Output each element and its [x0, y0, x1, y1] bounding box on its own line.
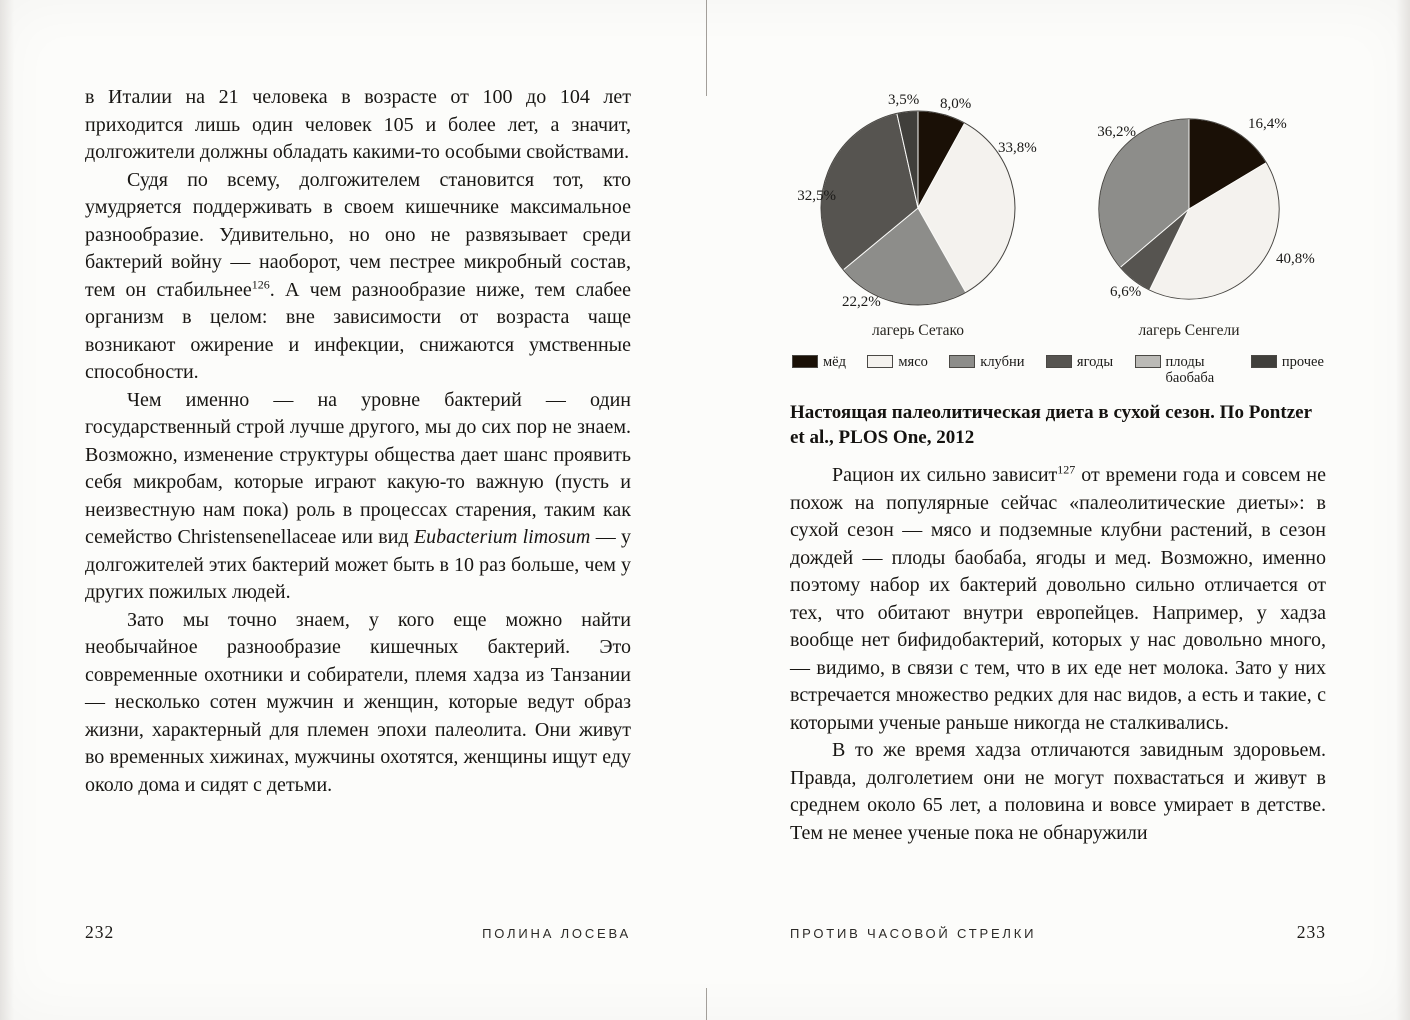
text-run: Зато мы точно знаем, у кого еще можно найти необычайное разнообразие кишечных бактерий. Это современные охотники и собиратели, племя хадза из Танзании — несколько сотен мужчин и женщин, которые ведут образ жизни, характерный для племен эпохи палеолита. Они живут во временных хижинах, мужчины охотятся, женщины ищут еду около дома и сидят с детьми. [85, 608, 631, 796]
pie-title-sengeli: лагерь Сенгели [1138, 322, 1240, 339]
left-page-text [85, 84, 631, 799]
pie-svg [1096, 116, 1282, 302]
paragraph [790, 737, 1326, 847]
running-title-left: ПОЛИНА ЛОСЕВА [482, 926, 631, 941]
pie-label-sengeli-med: 16,4% [1248, 116, 1287, 132]
legend-swatch [1251, 355, 1277, 368]
legend-item [792, 354, 846, 370]
legend-swatch [1135, 355, 1161, 368]
pie-chart-setako [818, 108, 1018, 308]
text-run: Eubacterium limosum [413, 526, 591, 548]
page-number-left: 232 [85, 922, 115, 942]
page-edge-left [0, 0, 14, 1020]
pie-label-sengeli-myaso: 40,8% [1276, 251, 1315, 267]
page-edge-right [1396, 0, 1410, 1020]
text-run: от времени года и совсем не похож на популярные сейчас «палеолитические диеты»: в сухой сезон — мясо и подземные клубни растений, в сезон дождей — плоды баобаба, ягоды и мед. Возможно, именно поэтому набор их бактерий довольно сильно отличается от тех, что обитают внутри европейцев. Например, у хадза вообще нет бифидобактерий, которых у нас довольно много, — видимо, в связи с тем, что в их еде нет молока. Зато у них встречается множество редких для нас видов, а есть и такие, с которыми ученые раньше никогда не сталкивались. [790, 464, 1326, 734]
figure-pie-charts [790, 88, 1326, 348]
legend-item [1046, 354, 1113, 370]
figure-caption [790, 400, 1326, 450]
legend-swatch [792, 355, 818, 368]
paragraph [85, 607, 631, 800]
pie-label-setako-prochee: 3,5% [888, 92, 920, 108]
pie-label-sengeli-klubni: 36,2% [1097, 124, 1136, 140]
legend-label: мясо [898, 354, 928, 370]
right-page-text [790, 462, 1326, 847]
text-run: Настоящая палеолитическая диета в сухой сезон. По Pontzer et al., PLOS One, 2012 [790, 402, 1312, 448]
page-number-right: 233 [1296, 922, 1326, 942]
footnote-marker: 127 [1057, 462, 1076, 477]
text-run: . А чем разнообразие ниже, тем слабее организм в целом: вне зависимости от возраста чаще возникают ожирение и инфекции, снижаются умственные способности. [85, 278, 632, 383]
gutter-line-bottom [706, 988, 707, 1020]
pie-label-sengeli-yagody: 6,6% [1110, 284, 1142, 300]
pie-title-setako: лагерь Сетако [871, 322, 965, 339]
legend-item [867, 354, 928, 370]
pie-label-setako-myaso: 33,8% [998, 140, 1037, 156]
legend-label: плоды баобаба [1165, 354, 1215, 386]
legend-label: ягоды [1076, 354, 1114, 370]
text-run: Чем именно — на уровне бактерий — один государственный строй лучше другого, мы до сих пор не знаем. Возможно, изменение структуры общества дает шанс проявить себя микробам, которые играют какую-то важную (пусть и неизвестную нам пока) роль в процессах старения, таким как семейство Christensenellaceae или вид [85, 388, 631, 548]
running-title-right: ПРОТИВ ЧАСОВОЙ СТРЕЛКИ [790, 926, 1037, 941]
pie-label-setako-yagody: 32,5% [797, 188, 836, 204]
legend-label: мёд [823, 354, 846, 370]
figure-legend [790, 354, 1326, 386]
pie-svg [818, 108, 1018, 308]
text-run: В то же время хадза отличаются завидным здоровьем. Правда, долголетием они не могут похвастаться и живут в среднем около 65 лет, а половина и вовсе умирает в детстве. Тем не менее ученые пока не обнаружили [790, 739, 1326, 844]
text-run: — у долгожителей этих бактерий может быть в 10 раз больше, чем у других пожилых людей. [85, 526, 632, 603]
legend-swatch [1046, 355, 1072, 368]
legend-label: клубни [980, 354, 1025, 370]
text-run: Рацион их сильно зависит [832, 464, 1058, 486]
legend-item [949, 354, 1024, 370]
right-page-footer [790, 922, 1326, 943]
footnote-marker: 126 [251, 276, 270, 291]
legend-item [1135, 354, 1230, 386]
legend-swatch [949, 355, 975, 368]
pie-label-setako-med: 8,0% [940, 96, 972, 112]
pie-label-setako-klubni: 22,2% [842, 294, 881, 310]
text-run: Судя по всему, долгожителем становится тот, кто умудряется поддерживать в своем кишечнике максимальное разнообразие. Удивительно, но оно не развязывает среди бактерий войну — наоборот, чем пестрее микробный состав, тем он стабильнее [85, 168, 631, 301]
gutter-line-top [706, 0, 707, 96]
paragraph [85, 167, 631, 387]
pie-chart-sengeli [1096, 116, 1282, 302]
paragraph [85, 387, 631, 607]
text-run: в Италии на 21 человека в возрасте от 100 до 104 лет приходится лишь один человек 105 и более лет, а значит, долгожители должны обладать какими-то особыми свойствами. [85, 86, 631, 163]
paragraph [790, 462, 1326, 737]
left-page-footer [85, 922, 631, 943]
legend-swatch [867, 355, 893, 368]
legend-item [1251, 354, 1324, 370]
legend-label: прочее [1281, 354, 1324, 370]
paragraph [85, 84, 631, 167]
